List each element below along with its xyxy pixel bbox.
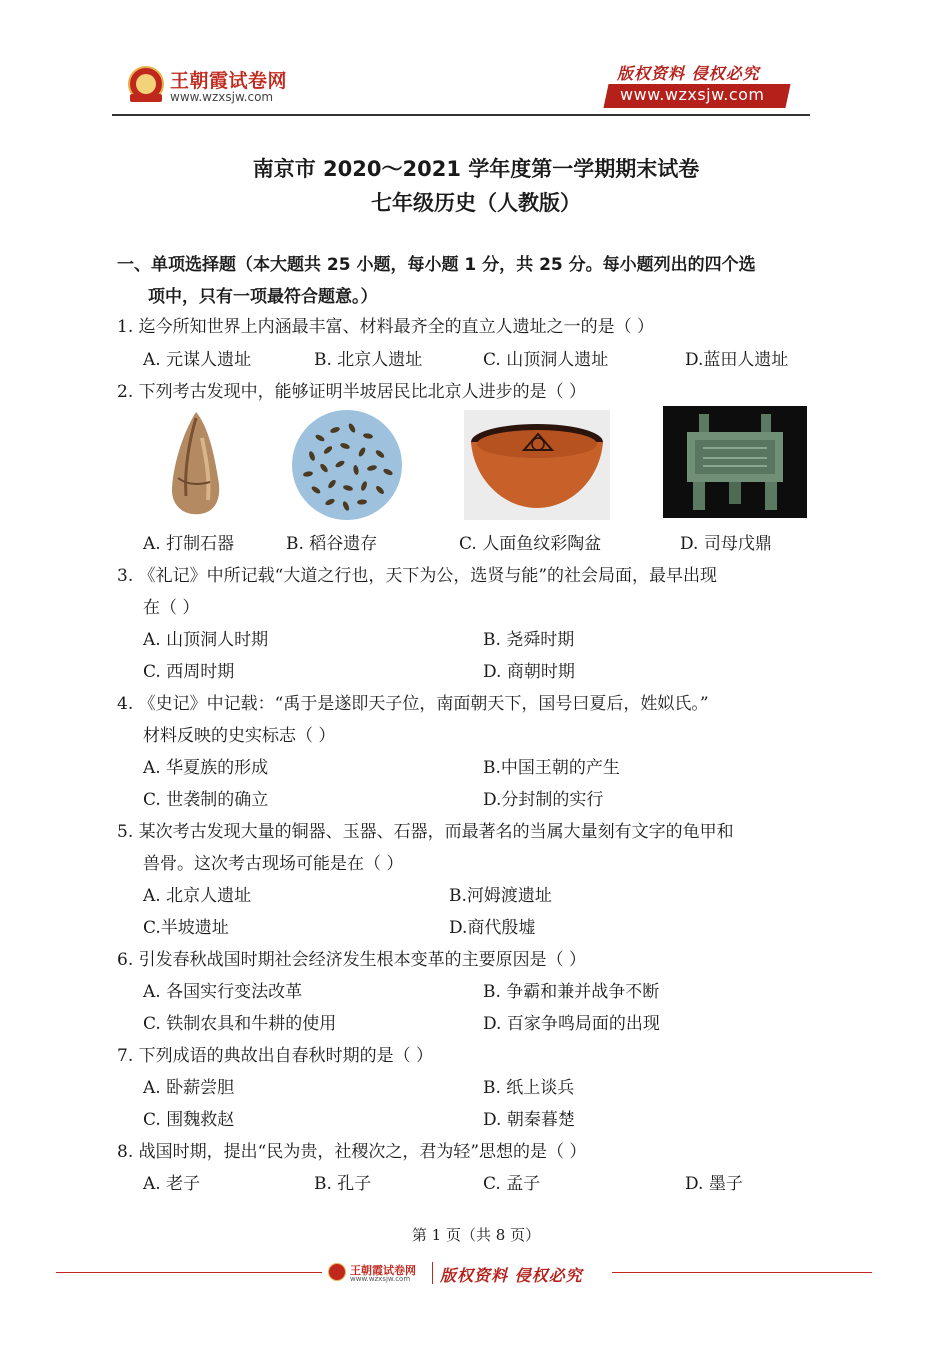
footer-copyright: 版权资料 侵权必究 [440, 1266, 583, 1285]
rice-grains-image [290, 408, 404, 522]
question-2-option-b: B. 稻谷遗存 [286, 534, 378, 554]
question-2-option-d: D. 司母戊鼎 [680, 534, 772, 554]
question-7-option-d: D. 朝秦暮楚 [483, 1110, 575, 1130]
site-logo [128, 66, 328, 108]
question-4-stem-cont: 材料反映的史实标志（ ） [143, 726, 336, 746]
question-1-stem: 1. 迄今所知世界上内涵最丰富、材料最齐全的直立人遗址之一的是（ ） [117, 317, 655, 337]
question-4-stem: 4. 《史记》中记载：“禹于是遂即天子位，南面朝天下，国号曰夏后，姓姒氏。” [117, 694, 709, 714]
question-4-option-a: A. 华夏族的形成 [143, 758, 269, 778]
footer-line-right [612, 1272, 872, 1273]
section-heading: 一、单项选择题（本大题共 25 小题，每小题 1 分，共 25 分。每小题列出的四个选 [117, 255, 756, 275]
url-banner-text: www.wzxsjw.com [620, 85, 765, 104]
footer-seal-icon [328, 1263, 346, 1281]
header-divider [112, 114, 810, 116]
question-1-option-b: B. 北京人遗址 [314, 350, 423, 370]
question-3-option-c: C. 西周时期 [143, 662, 235, 682]
logo-ribbon [130, 94, 162, 102]
question-6-option-b: B. 争霸和兼并战争不断 [483, 982, 660, 1002]
question-8-option-b: B. 孔子 [314, 1174, 372, 1194]
question-5-option-d: D.商代殷墟 [449, 918, 536, 938]
page-number: 第 1 页（共 8 页） [411, 1226, 541, 1244]
question-7-option-b: B. 纸上谈兵 [483, 1078, 575, 1098]
footer-separator [432, 1262, 433, 1284]
question-6-option-d: D. 百家争鸣局面的出现 [483, 1014, 660, 1034]
question-5-stem: 5. 某次考古发现大量的铜器、玉器、石器，而最著名的当属大量刻有文字的龟甲和 [117, 822, 734, 842]
question-8-option-c: C. 孟子 [483, 1174, 541, 1194]
question-1-option-d: D.蓝田人遗址 [685, 350, 789, 370]
question-1-option-a: A. 元谋人遗址 [143, 350, 252, 370]
question-8-stem: 8. 战国时期，提出“民为贵，社稷次之，君为轻”思想的是（ ） [117, 1142, 587, 1162]
question-3-stem-cont: 在（ ） [143, 598, 200, 618]
bronze-ding-image [663, 406, 807, 518]
exam-title: 南京市 2020～2021 学年度第一学期期末试卷 [252, 157, 700, 181]
question-5-stem-cont: 兽骨。这次考古现场可能是在（ ） [143, 854, 404, 874]
question-2-option-a: A. 打制石器 [143, 534, 235, 554]
question-8-option-a: A. 老子 [143, 1174, 201, 1194]
question-6-stem: 6. 引发春秋战国时期社会经济发生根本变革的主要原因是（ ） [117, 950, 587, 970]
painted-pottery-basin-image [464, 410, 610, 520]
section-heading-cont: 项中，只有一项最符合题意。） [148, 287, 378, 307]
question-3-option-b: B. 尧舜时期 [483, 630, 575, 650]
question-7-stem: 7. 下列成语的典故出自春秋时期的是（ ） [117, 1046, 434, 1066]
footer-line-left [56, 1272, 322, 1273]
exam-subtitle: 七年级历史（人教版） [371, 191, 581, 215]
question-8-option-d: D. 墨子 [685, 1174, 743, 1194]
question-5-option-c: C.半坡遗址 [143, 918, 229, 938]
question-2-option-c: C. 人面鱼纹彩陶盆 [459, 534, 602, 554]
question-7-option-a: A. 卧薪尝胆 [143, 1078, 235, 1098]
question-5-option-b: B.河姆渡遗址 [449, 886, 552, 906]
footer-logo-name: 王朝霞试卷网 [350, 1264, 416, 1277]
copyright-notice: 版权资料 侵权必究 [617, 64, 760, 83]
question-3-option-a: A. 山顶洞人时期 [143, 630, 269, 650]
footer-logo [328, 1262, 428, 1286]
question-1-option-c: C. 山顶洞人遗址 [483, 350, 609, 370]
question-4-option-c: C. 世袭制的确立 [143, 790, 269, 810]
question-6-option-a: A. 各国实行变法改革 [143, 982, 303, 1002]
question-3-option-d: D. 商朝时期 [483, 662, 575, 682]
question-5-option-a: A. 北京人遗址 [143, 886, 252, 906]
stone-tool-image [166, 408, 226, 518]
question-4-option-d: D.分封制的实行 [483, 790, 604, 810]
question-3-stem: 3. 《礼记》中所记载“大道之行也，天下为公，选贤与能”的社会局面，最早出现 [117, 566, 718, 586]
logo-name: 王朝霞试卷网 [170, 70, 288, 92]
question-6-option-c: C. 铁制农具和牛耕的使用 [143, 1014, 337, 1034]
footer-logo-url: www.wzxsjw.com [350, 1275, 411, 1283]
question-4-option-b: B.中国王朝的产生 [483, 758, 620, 778]
question-7-option-c: C. 围魏救赵 [143, 1110, 235, 1130]
question-2-stem: 2. 下列考古发现中，能够证明半坡居民比北京人进步的是（ ） [117, 382, 587, 402]
logo-url: www.wzxsjw.com [170, 90, 274, 104]
